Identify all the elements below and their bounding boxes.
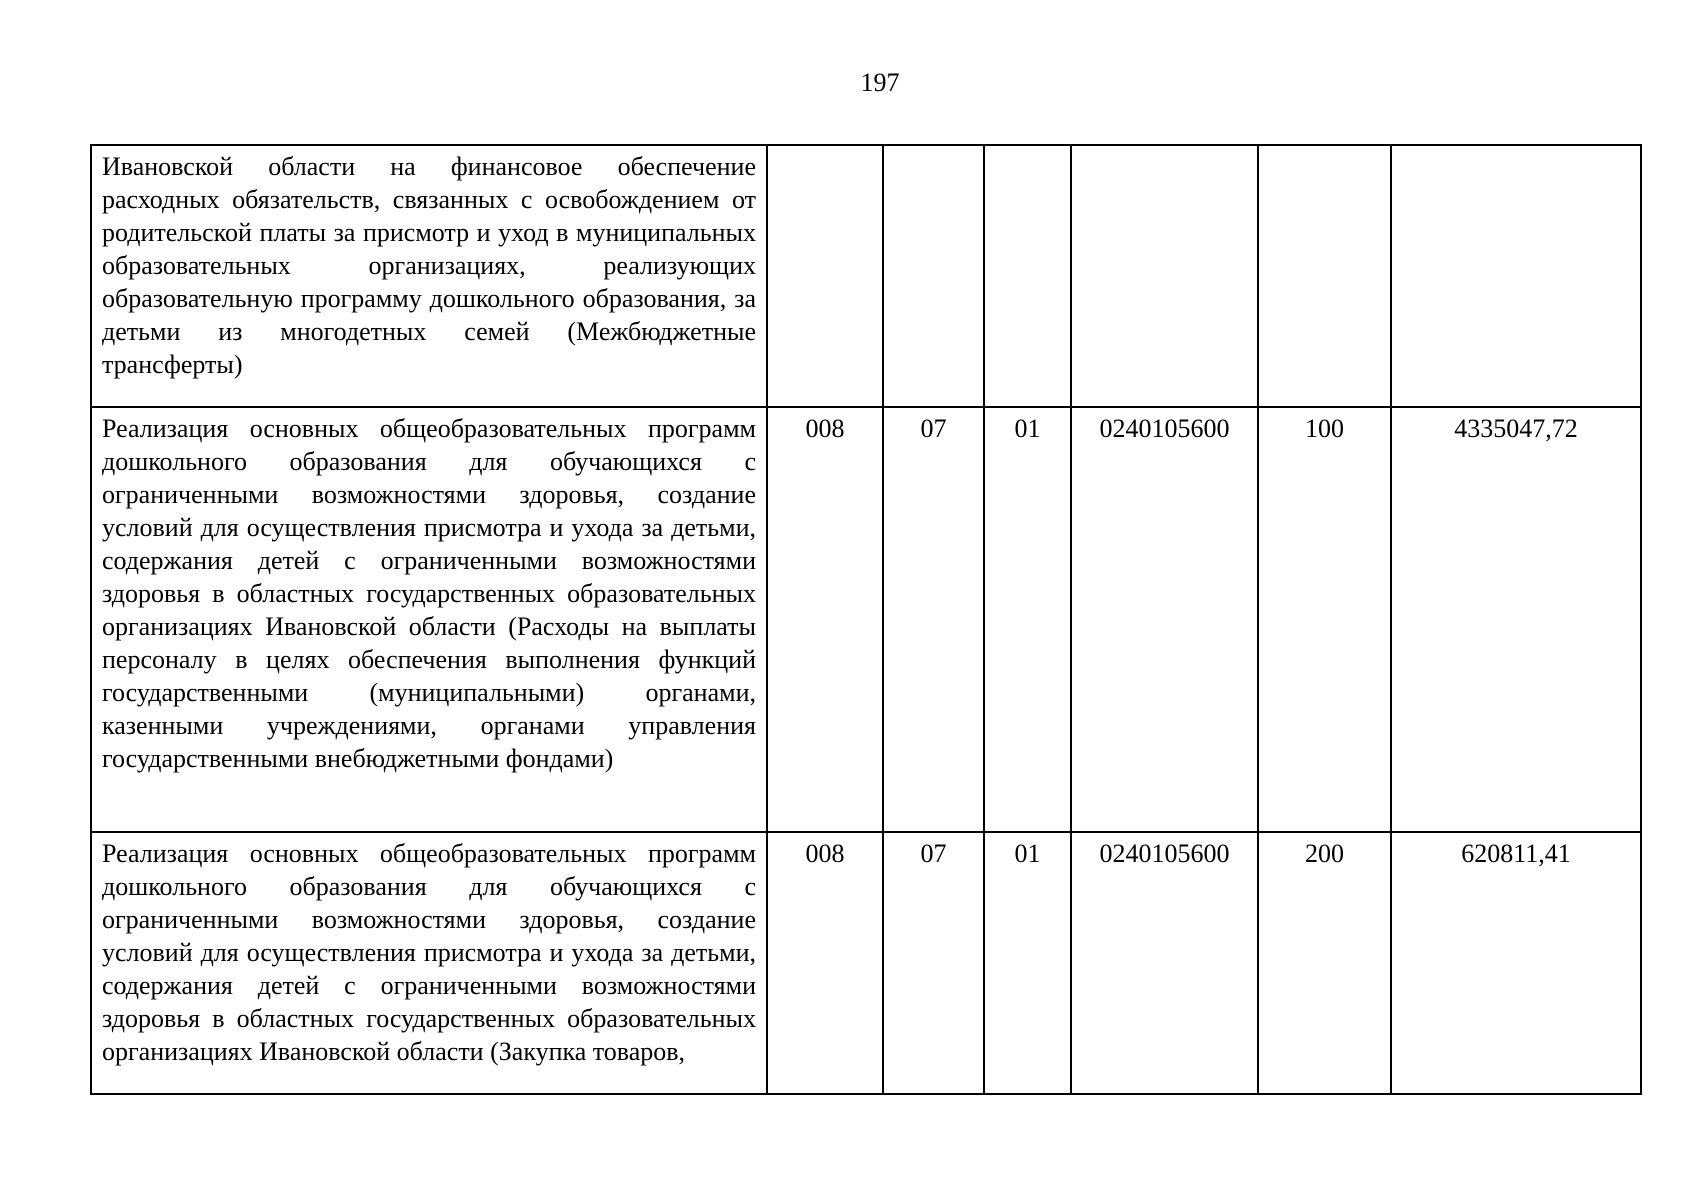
target-article-code: 0240105600 (1071, 832, 1258, 1094)
expense-type-code: 100 (1258, 407, 1391, 832)
table-row (91, 832, 1641, 1094)
table-row (91, 145, 1641, 407)
budget-table (90, 144, 1642, 1095)
section-code: 07 (883, 832, 984, 1094)
ved-code: 008 (767, 407, 883, 832)
subsection-code: 01 (984, 832, 1071, 1094)
subsection-code: 01 (984, 407, 1071, 832)
target-article-code (1071, 145, 1258, 407)
row-description: Реализация основных общеобразовательных программ дошкольного образования для обучающихся с ограниченными возможностями здоровья, создание условий для осуществления присмотра и ухода за детьми, содержания детей с ограниченными возможностями здоровья в областных государственных образовательных организациях Ивановской области (Закупка товаров, (91, 832, 767, 1094)
section-code (883, 145, 984, 407)
target-article-code: 0240105600 (1071, 407, 1258, 832)
expense-type-code (1258, 145, 1391, 407)
amount (1391, 145, 1641, 407)
amount: 620811,41 (1391, 832, 1641, 1094)
expense-type-code: 200 (1258, 832, 1391, 1094)
page-number: 197 (860, 68, 900, 97)
row-description: Ивановской области на финансовое обеспечение расходных обязательств, связанных с освобождением от родительской платы за присмотр и уход в муниципальных образовательных организациях, реализующих образовательную программу дошкольного образования, за детьми из многодетных семей (Межбюджетные трансферты) (91, 145, 767, 407)
row-description: Реализация основных общеобразовательных программ дошкольного образования для обучающихся с ограниченными возможностями здоровья, создание условий для осуществления присмотра и ухода за детьми, содержания детей с ограниченными возможностями здоровья в областных государственных образовательных организациях Ивановской области (Расходы на выплаты персоналу в целях обеспечения выполнения функций государственными (муниципальными) органами, казенными учреждениями, органами управления государственными внебюджетными фондами) (91, 407, 767, 832)
subsection-code (984, 145, 1071, 407)
section-code: 07 (883, 407, 984, 832)
ved-code: 008 (767, 832, 883, 1094)
ved-code (767, 145, 883, 407)
table-row (91, 407, 1641, 832)
amount: 4335047,72 (1391, 407, 1641, 832)
